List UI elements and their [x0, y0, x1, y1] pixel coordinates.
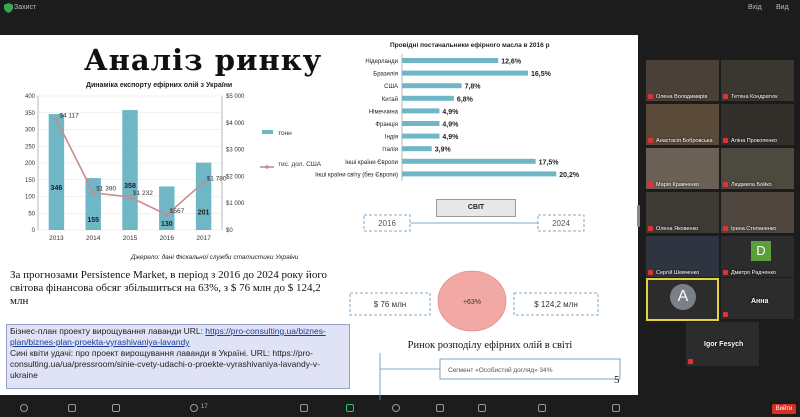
- bar-value-label: 20,2%: [559, 171, 580, 179]
- x-tick-label: 2013: [49, 235, 64, 242]
- growth-label: +63%: [462, 299, 482, 306]
- page-number: 5: [614, 374, 620, 386]
- muted-microphone-icon: [723, 312, 728, 317]
- x-tick-label: 2017: [196, 235, 211, 242]
- right-chart-title: Провідні постачальники ефірного масла в 2016 р: [390, 42, 550, 49]
- suppliers-chart: [315, 51, 632, 201]
- y-tick-label: 100: [24, 194, 35, 201]
- participant-tile[interactable]: [646, 192, 719, 233]
- video-camera-icon[interactable]: [68, 404, 76, 412]
- muted-microphone-icon: [648, 94, 653, 99]
- bar-value-label: 346: [50, 185, 63, 193]
- bar-value-label: 3,9%: [434, 146, 451, 154]
- y2-tick-label: $1 000: [226, 201, 245, 208]
- participant-name: Ірина Степаненко: [731, 226, 777, 232]
- apps-icon[interactable]: [478, 404, 486, 412]
- y-tick-label: 200: [24, 161, 35, 167]
- security-icon[interactable]: [112, 404, 120, 412]
- category-label: Нідерланди: [365, 59, 398, 65]
- more-icon[interactable]: [612, 404, 620, 412]
- muted-microphone-icon: [688, 359, 693, 364]
- category-label: США: [384, 84, 398, 91]
- bar: [402, 71, 528, 76]
- category-label: Інші країни світу (без Європи): [315, 172, 398, 179]
- y-tick-label: 300: [24, 127, 35, 134]
- gallery-scrollbar[interactable]: [637, 205, 640, 227]
- leave-button[interactable]: Вийти: [772, 404, 796, 414]
- bar: [402, 96, 454, 101]
- slide-title: Аналіз ринку: [84, 43, 323, 77]
- participant-name: Тетяна Кондратюк: [731, 94, 778, 100]
- line-value-label: $4 117: [59, 112, 79, 120]
- value-start-label: $ 76 млн: [373, 300, 407, 309]
- muted-microphone-icon: [723, 226, 728, 231]
- window-title-bar: [0, 0, 800, 18]
- share-screen-icon[interactable]: [346, 404, 354, 412]
- line-value-label: $1 390: [96, 185, 117, 193]
- participants-icon[interactable]: [190, 404, 198, 412]
- y2-tick-label: $2 000: [226, 174, 245, 181]
- microphone-icon[interactable]: [20, 404, 28, 412]
- participant-name: Igor Fesych: [704, 341, 744, 348]
- year-end-label: 2024: [552, 219, 570, 228]
- y2-tick-label: $3 000: [226, 147, 245, 154]
- bar: [402, 58, 498, 63]
- line-point: [165, 213, 169, 217]
- left-chart-title: Динаміка експорту ефірних олій з України: [86, 82, 233, 89]
- legend-swatch-bars: [262, 130, 273, 134]
- x-tick-label: 2014: [85, 235, 101, 242]
- y-tick-label: 0: [31, 228, 35, 234]
- view-link[interactable]: Вид: [776, 4, 789, 11]
- muted-microphone-icon: [648, 270, 653, 275]
- whiteboard-icon[interactable]: [538, 404, 546, 412]
- bar-value-label: 130: [160, 221, 173, 229]
- world-label: СВІТ: [467, 204, 485, 211]
- chat-icon[interactable]: [300, 404, 308, 412]
- bar: [402, 146, 432, 151]
- y2-tick-label: $5 000: [226, 94, 245, 100]
- line-value-label: $567: [169, 207, 185, 215]
- bar: [122, 110, 137, 230]
- participant-name: Людмила Бойко: [731, 182, 772, 188]
- category-label: Інші країни Європи: [345, 159, 398, 166]
- line-value-label: $1 780: [206, 175, 227, 183]
- line-point: [55, 118, 59, 122]
- legend-marker-line: [265, 165, 269, 169]
- y-tick-label: 350: [24, 110, 35, 117]
- participant-name: Олена Яковенко: [656, 226, 699, 232]
- bar: [402, 108, 439, 113]
- segment-1-label: Сегмент «Особистий догляд» 34%: [448, 367, 553, 374]
- participant-name: Марія Кравченко: [656, 182, 699, 188]
- category-label: Бразилія: [373, 71, 398, 78]
- bar-value-label: 6,8%: [456, 96, 473, 104]
- muted-microphone-icon: [723, 94, 728, 99]
- line-point: [128, 195, 132, 199]
- bar: [196, 163, 211, 230]
- category-label: Італія: [382, 147, 398, 154]
- reference-1-label: Бізнес-план проекту вирощування лаванди URL:: [10, 326, 206, 336]
- legend-label-bars: тонн: [278, 130, 292, 137]
- muted-microphone-icon: [648, 226, 653, 231]
- participant-tile[interactable]: [721, 192, 794, 233]
- y-tick-label: 150: [24, 177, 35, 184]
- participant-count: 17: [201, 404, 208, 410]
- y-tick-label: 50: [28, 211, 35, 218]
- category-label: Китай: [381, 96, 398, 103]
- bar-value-label: 16,5%: [531, 71, 551, 79]
- participant-name: Аліна Прокопенко: [731, 138, 777, 144]
- participant-tile[interactable]: [721, 278, 794, 319]
- source-note: Джерело: дані Фіскальної служби статистики України: [131, 254, 299, 261]
- muted-microphone-icon: [723, 138, 728, 143]
- muted-microphone-icon: [648, 138, 653, 143]
- participant-tile[interactable]: [721, 104, 794, 145]
- presentation-slide: [0, 35, 638, 395]
- participant-name: Олена Володимирів: [656, 94, 708, 100]
- y-tick-label: 250: [24, 144, 35, 151]
- bar-value-label: 4,9%: [442, 108, 459, 116]
- y2-tick-label: $0: [226, 228, 233, 234]
- participant-tile[interactable]: [646, 104, 719, 145]
- forecast-text: За прогнозами Persistence Market, в період з 2016 до 2024 року його світова фінансова обсяг збільшиться на 63%, з $ 76 млн до $ 124,2 млн: [10, 269, 328, 307]
- x-tick-label: 2016: [159, 235, 175, 242]
- participant-name: Анастасія Бобровська: [656, 138, 713, 144]
- bar-value-label: 12,6%: [501, 58, 522, 66]
- participant-tile[interactable]: [646, 60, 719, 101]
- participant-tile[interactable]: [721, 60, 794, 101]
- bar-value-label: 358: [124, 183, 136, 191]
- participant-name: Дмитро Радченко: [731, 270, 776, 276]
- avatar: D: [751, 241, 771, 261]
- bar-value-label: 7,8%: [464, 83, 481, 91]
- participant-tile[interactable]: [646, 236, 719, 277]
- record-icon[interactable]: [392, 404, 400, 412]
- bar-value-label: 4,9%: [442, 121, 459, 129]
- participant-name: Сергій Шевченко: [656, 270, 700, 276]
- export-chart: [10, 90, 322, 250]
- active-speaker-tile[interactable]: [646, 278, 719, 321]
- value-end-label: $ 124,2 млн: [534, 300, 578, 309]
- bar: [402, 83, 462, 88]
- reference-1-link[interactable]: https://pro-consulting.ua/biznes-plan/biznes-plan-proekta-vyrashivaniya-lavandy: [10, 326, 326, 347]
- year-start-label: 2016: [378, 219, 396, 228]
- reactions-icon[interactable]: [436, 404, 444, 412]
- bar-value-label: 17,5%: [538, 159, 559, 167]
- avatar: A: [670, 284, 696, 310]
- category-label: Німеччина: [368, 109, 398, 116]
- participant-tile[interactable]: [721, 148, 794, 189]
- muted-microphone-icon: [648, 182, 653, 187]
- participant-tile[interactable]: [646, 148, 719, 189]
- reference-2-text[interactable]: Сині квіти удачі: про проект вирощування лаванди в Україні. URL: https://pro-consulting.ua/ua/pressroom/sinie-cvety-udachi-o-proekte-vyrashivaniya-lavandy-v-ukraine: [10, 348, 320, 380]
- enter-link[interactable]: Вхід: [748, 4, 762, 11]
- references-box: [6, 324, 350, 389]
- x-tick-label: 2015: [122, 235, 138, 242]
- shield-icon: [4, 3, 13, 13]
- window-title: Захист: [14, 4, 37, 11]
- distribution-title: Ринок розподілу ефірних олій в світі: [407, 340, 573, 351]
- muted-microphone-icon: [723, 270, 728, 275]
- meeting-toolbar: [0, 400, 800, 417]
- bar-value-label: 4,9%: [442, 134, 459, 142]
- category-label: Індія: [384, 134, 398, 141]
- legend-label-line: тис. дол. США: [278, 161, 322, 168]
- bar: [402, 171, 556, 176]
- bar: [402, 134, 439, 139]
- bar: [402, 121, 439, 126]
- y-tick-label: 400: [24, 94, 35, 100]
- y2-tick-label: $4 000: [226, 120, 245, 127]
- forecast-diagram: [340, 213, 632, 389]
- bar-value-label: 155: [87, 217, 100, 225]
- category-label: Франція: [375, 122, 398, 128]
- participant-name: Анна: [751, 298, 769, 305]
- muted-microphone-icon: [723, 182, 728, 187]
- line-value-label: $1 232: [133, 189, 153, 197]
- bar-value-label: 201: [197, 209, 210, 217]
- bar: [402, 159, 536, 164]
- participant-tile[interactable]: [686, 322, 759, 366]
- line-point: [202, 180, 206, 184]
- line-point: [91, 191, 95, 195]
